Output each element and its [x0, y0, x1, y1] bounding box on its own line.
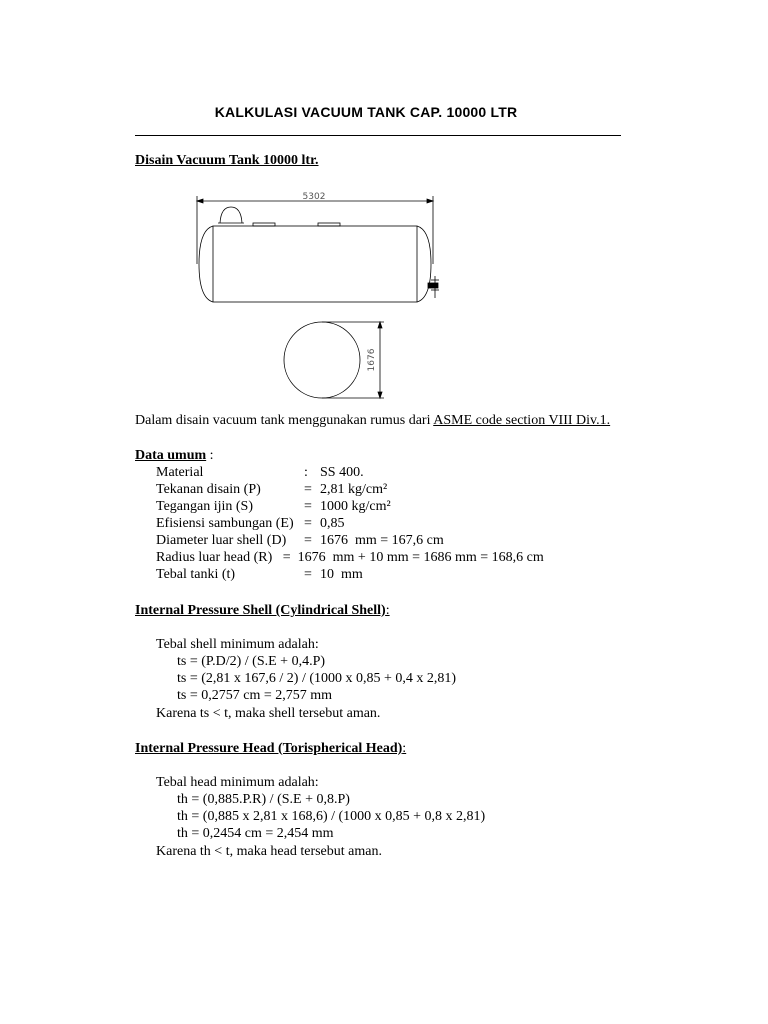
head-formula: th = (0,885.P.R) / (S.E + 0,8.P) — [177, 792, 350, 807]
data-umum-heading: Data umum — [135, 448, 207, 463]
intro-text: Dalam disain vacuum tank menggunakan rumus dari — [135, 413, 434, 428]
data-row-label: Tekanan disain (P) — [156, 482, 261, 497]
shell-formula: ts = (P.D/2) / (S.E + 0,4.P) — [177, 654, 326, 669]
data-row-sep: = — [304, 533, 312, 548]
page-title: KALKULASI VACUUM TANK CAP. 10000 LTR — [214, 104, 518, 120]
data-row-value: 1676 mm = 167,6 cm — [320, 533, 444, 548]
shell-heading: Internal Pressure Shell (Cylindrical Shell) — [135, 603, 386, 618]
length-dimension-label: 5302 — [302, 192, 326, 202]
head-heading-line: Internal Pressure Head (Torispherical Head): — [135, 741, 407, 756]
head-conclusion: Karena th < t, maka head tersebut aman. — [156, 844, 382, 859]
data-row-value: 0,85 — [320, 516, 345, 531]
shell-formula: ts = 0,2757 cm = 2,757 mm — [177, 688, 333, 703]
design-heading: Disain Vacuum Tank 10000 ltr. — [135, 153, 319, 168]
data-row-sep: : — [304, 465, 308, 480]
tank-end-view — [284, 322, 360, 398]
head-heading: Internal Pressure Head (Torispherical Head) — [135, 741, 403, 756]
data-row-label: Material — [156, 465, 204, 480]
tank-drawing — [190, 188, 450, 408]
shell-intro: Tebal shell minimum adalah: — [156, 637, 319, 652]
shell-conclusion: Karena ts < t, maka shell tersebut aman. — [156, 706, 381, 721]
intro-paragraph — [135, 412, 610, 429]
data-row-label: Diameter luar shell (D) — [156, 533, 287, 548]
data-row-sep: = — [304, 499, 312, 514]
data-row-sep: = — [304, 516, 312, 531]
shell-formula: ts = (2,81 x 167,6 / 2) / (1000 x 0,85 + 0,4 x 2,81) — [177, 671, 457, 686]
radius-line: Radius luar head (R) = 1676 mm + 10 mm = 1686 mm = 168,6 cm — [156, 550, 544, 565]
data-umum-heading-line: Data umum : — [135, 448, 214, 463]
data-row-sep: = — [304, 567, 312, 582]
head-intro: Tebal head minimum adalah: — [156, 775, 319, 790]
data-row-sep: = — [304, 482, 312, 497]
data-row-label: Tebal tanki (t) — [156, 567, 236, 582]
data-row-value: 10 mm — [320, 567, 363, 582]
data-row-value: 1000 kg/cm² — [320, 499, 391, 514]
diameter-dimension-label: 1676 — [367, 348, 377, 372]
data-row-label: Efisiensi sambungan (E) — [156, 516, 294, 531]
data-row-value: 2,81 kg/cm² — [320, 482, 388, 497]
shell-heading-line: Internal Pressure Shell (Cylindrical Shell): — [135, 603, 390, 618]
head-formula: th = (0,885 x 2,81 x 168,6) / (1000 x 0,85 + 0,8 x 2,81) — [177, 809, 486, 824]
data-row-value: SS 400. — [320, 465, 364, 480]
data-row-label: Tegangan ijin (S) — [156, 499, 253, 514]
title-rule — [135, 135, 621, 136]
asme-reference: ASME code section VIII Div.1. — [433, 413, 611, 428]
head-formula: th = 0,2454 cm = 2,454 mm — [177, 826, 334, 841]
